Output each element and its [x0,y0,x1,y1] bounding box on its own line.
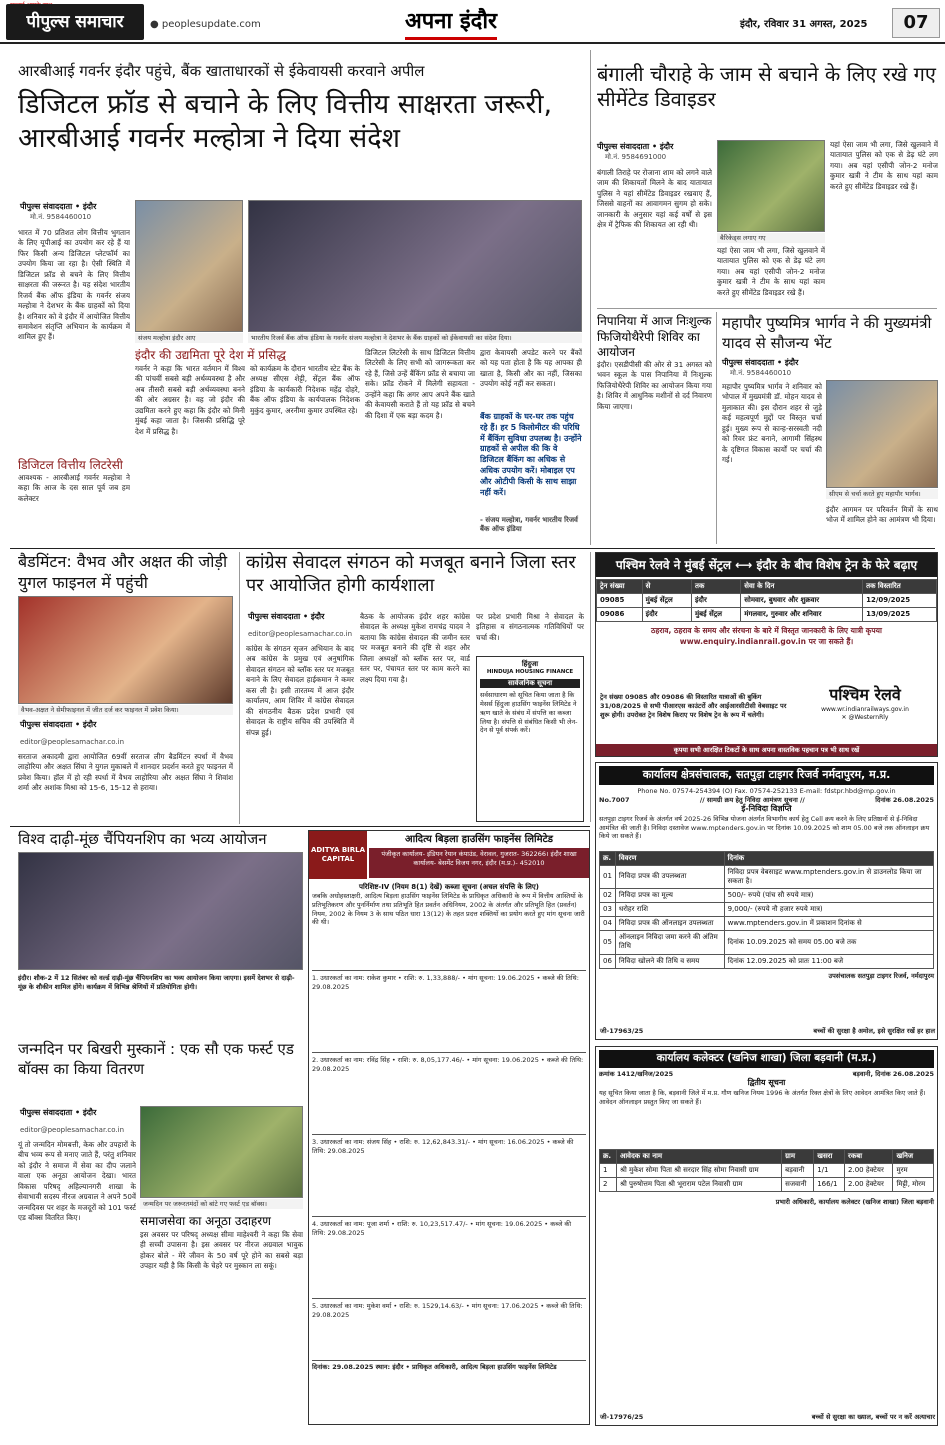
mayor-photo-caption: सीएम से चर्चा करते हुए महापौर भार्गव। [826,489,938,499]
cell: 166/1 [814,1177,845,1191]
cell: 03 [600,903,616,917]
globe-icon: ● [150,19,162,30]
moustache-headline: विश्व दाढ़ी-मूंछ चैंपियनशिप का भव्य आयोजन [18,830,267,848]
tiger-ref: जी-17963/25 [600,1027,644,1036]
birthday-caption: जन्मदिन पर जरूरतमंदों को बांटे गए फर्स्ट एड बॉक्स। [140,1199,303,1209]
hinduja-title: सार्वजनिक सूचना [480,679,580,688]
train-footer: कृपया सभी आरक्षित टिकटों के साथ अपना वास्तविक पहचान पत्र भी साथ रखें [596,744,937,756]
mining-sign: प्रभारी अधिकारी, कार्यालय कलेक्टर (खनिज शाखा) जिला बड़वानी [775,1198,934,1207]
lead-headline: डिजिटल फ्रॉड से बचाने के लिए वित्तीय साक्षरता जरूरी, आरबीआई गवर्नर मल्होत्रा ने दिया संदेश [18,89,553,154]
cell: मुंबई सेंट्रल [691,608,740,622]
tiger-contact: Phone No. 07574-254394 (O) Fax. 07574-252133 E-mail: fdstpr.hbd@mp.gov.in [637,786,896,795]
cell: 1 [600,1163,617,1177]
mining-date: बड़वानी, दिनांक 26.08.2025 [852,1069,934,1078]
lead-quote: बैंक ग्राहकों के घर-घर तक पहुंच रहे हैं। हर 5 किलोमीटर की परिधि में बैंकिंग सुविधा उपलब्ध है। उन्होंने ग्राहकों से अपील की कि वे डिजिटल बैंकिंग का अधिक से अधिक उपयोग करें। मोबाइल एप और ओटीपी किसी के साथ साझा नहीं करें। [480,412,582,497]
th-days: सेवा के दिन [741,580,863,594]
column-divider [590,552,591,822]
tiger-title: कार्यालय क्षेत्रसंचालक, सतपुड़ा टाइगर रिजर्व नर्मदापुरम, म.प्र. [599,766,934,785]
table-row [597,608,937,622]
lead-body-6: द्वारा केवायसी अपडेट करने पर बैंकों को यह पता होता है कि यह आपका ही खाता है, किसी और का नहीं, जिसका उपयोग कोई नहीं कर सकता। [480,348,582,389]
th: खनिज [893,1149,934,1163]
tiger-intro: // सामग्री क्रय हेतु निविदा आमंत्रण सूचना // [699,795,805,804]
aditya-item-5: 5. उधारकर्ता का नाम: मुकेश वर्मा • राशि: रु. 1529,14.63/- • मांग सूचना: 17.06.2025 • कब्जे की तिथि: 29.08.2025 [312,1298,586,1360]
cell: 13/09/2025 [863,608,937,622]
cell: 01 [600,865,616,888]
cell: 02 [600,889,616,903]
tiger-body: सतपुड़ा टाइगर रिजर्व के अंतर्गत वर्ष 2025-26 विभिन्न योजना अंतर्गत विभागीय कार्य हेतु Cell क्रय करने के लिए प्रतिष्ठानों से ई-निविदा आमंत्रित की जाती है। निविदा दस्तावेज www.mptenders.gov.in पर दिनांक 10.09.2025 को शाम 05.00 बजे तक ऑनलाइन क्रय किये जा सकते हैं। [599,814,930,841]
aditya-item-3: 3. उधारकर्ता का नाम: संजय सिंह • राशि: रु. 12,62,843.31/- • मांग सूचना: 16.06.2025 • कब्जे की तिथि: 29.08.2025 [312,1134,586,1216]
moustache-photo [18,852,303,970]
th-from: से [642,580,691,594]
badminton-caption: वैभव-अक्षत ने सेमीफाइनल में जीत दर्ज कर फाइनल में प्रवेश किया। [18,705,233,715]
train-table [596,579,937,622]
birthday-sub: समाजसेवा का अनूठा उदाहरण [140,1214,271,1228]
tiger-heading: ई-निविदा विज्ञप्ति [741,804,792,814]
rule [597,308,937,309]
cell: 2 [600,1177,617,1191]
lead-body-4: को कार्यक्रम के दौरान भारतीय स्टेट बैंक के अध्यक्ष सीएस शेट्टी, सेंट्रल बैंक ऑफ इंडिया के कार्यकारी निदेशक महेंद्र दोहरे, बैंक ऑफ इंडिया के कार्यपालक निदेशक मुकुंद कुमार, अरनीमा कुमार उपस्थित रहे। [250,364,360,415]
divider-body-2: यहां ऐसा जाम भी लगा, जिसे खुलवाने में यातायात पुलिस को एक से डेढ़ घंटे लग गया। अब यहां एसीपी जोन-2 मनोज कुमार खत्री ने टीम के साथ यहां काम करते हुए सीमेंटेड डिवाइडर रखे हैं। [830,140,938,191]
tiger-tender [595,762,938,1040]
mining-ref: जी-17976/25 [600,1413,644,1422]
table-row [600,1163,934,1177]
section-rule [10,826,590,827]
wr-web[interactable]: www.wr.indianrailways.gov.in [821,705,909,713]
th-train: ट्रेन संख्या [597,580,643,594]
mayor-photo [826,380,938,488]
tiger-slogan: बच्चों की सुरक्षा है अमोल, इसे सुरक्षित रखें हर हाल [813,1027,935,1036]
badminton-email: editor@peoplesamachar.co.in [20,738,125,746]
cell: 12/09/2025 [863,594,937,608]
cell: मिट्टी, मोरम [893,1177,934,1191]
governor-photo-caption: संजय मल्होत्रा इंदौर आए [135,333,243,343]
mining-heading: द्वितीय सूचना [747,1078,786,1088]
aditya-item-1: 1. उधारकर्ता का नाम: राकेश कुमार • राशि: रु. 1,33,888/- • मांग सूचना: 19.06.2025 • कब्जे की तिथि: 29.08.2025 [312,970,586,1052]
section-rule [10,548,935,549]
th: आवेदक का नाम [617,1149,782,1163]
lead-body-5: डिजिटल लिटरेसी के साथ डिजिटल वित्तीय लिटरेसी के लिए सभी को जागरूकता कर रहे हैं, जिसे उन्हें बैंकिंग फ्रॉड से बचाया जा सके। फ्रॉड रोकने में मिलेगी सहायता - उन्होंने कहा कि अगर आप अपने बैंक खाते की केवायसी कराते हैं तो यह फ्रॉड से बचने की दिशा में एक बड़ा कदम है। [365,348,475,420]
cell: 2.00 हेक्टेयर [845,1177,893,1191]
event-photo-caption: भारतीय रिजर्व बैंक ऑफ इंडिया के गवर्नर संजय मल्होत्रा ने देशभर के बैंक ग्राहकों को ईकेवायसी का संदेश दिया। [248,333,582,343]
cell: निविदा प्रपत्र की ऑनलाइन उपलब्धता [615,917,724,931]
mining-title: कार्यालय कलेक्टर (खनिज शाखा) जिला बड़वानी (म.प्र.) [599,1050,934,1068]
site-url[interactable] [150,18,261,31]
th: क्र. [600,1149,617,1163]
wr-social[interactable] [796,714,934,722]
tiger-date: दिनांक 26.08.2025 [875,795,934,804]
page-number: 07 [892,8,940,38]
th: खसरा [814,1149,845,1163]
badminton-photo [18,596,233,704]
table-row [600,954,934,968]
cell: इंदौर [691,594,740,608]
lead-body-2: आवश्यक - आरबीआई गवर्नर मल्होत्रा ने कहा कि आज के दस साल पूर्व जब हम कलेक्टर [18,473,130,503]
column-divider [590,50,591,545]
wr-social-handle: @WesternRly [848,713,889,721]
congress-headline: कांग्रेस सेवादल संगठन को मजबूत बनाने जिला स्तर पर आयोजित होगी कार्यशाला [246,552,576,596]
cell: 500/- रुपये (पांच सौ रुपये मात्र) [724,889,933,903]
divider-body-2a: यहां ऐसा जाम भी लगा, जिसे खुलवाने में यातायात पुलिस को एक से डेढ़ घंटे लग गया। अब यहां एसीपी जोन-2 मनोज कुमार खत्री ने टीम के साथ यहां काम करते हुए सीमेंटेड डिवाइडर रखे हैं। [717,246,825,297]
cell: 04 [600,917,616,931]
table-row [600,903,934,917]
cell: 9,000/- (रुपये नौ हजार रुपये मात्र) [724,903,933,917]
th: विवरण [615,851,724,865]
th: दिनांक [724,851,933,865]
cell: दिनांक 10.09.2025 को समय 05.00 बजे तक [724,931,933,954]
western-railway-brand [796,685,934,721]
mayor-body-2: इंदौर आगमन पर परिवर्तन मित्रों के साथ भोज में शामिल होने का आमंत्रण भी दिया। [826,505,938,525]
table-row [600,931,934,954]
cell: 2.00 हेक्टेयर [845,1163,893,1177]
mining-no: क्रमांक 1412/खनिज/2025 [599,1069,674,1078]
hinduja-logo: हिंदुजा [521,660,539,668]
table-row [600,917,934,931]
badminton-headline: बैडमिंटन: वैभव और अक्षत की जोड़ी युगल फाइनल में पहुंची [18,552,228,592]
lead-kicker: आरबीआई गवर्नर इंदौर पहुंचे, बैंक खाताधारकों से ईकेवायसी करवाने अपील [18,62,425,80]
tiger-footer [600,1027,935,1036]
mayor-body: महापौर पुष्यमित्र भार्गव ने शनिवार को भोपाल में मुख्यमंत्री डॉ. मोहन यादव से मुलाकात की। इस दौरान शहर से जुड़े कई महत्वपूर्ण मुद्दों पर विस्तृत चर्चा हुई। मुख्य रूप से कान्ह-सरस्वती नदी को रिवर फ्रंट बनाने, आगामी सिंहस्थ के दृष्टिगत विकास कार्यों पर चर्चा की गई। [722,382,822,465]
aditya-title: आदित्य बिड़ला हाउसिंग फाइनेंस लिमिटेड [405,834,553,845]
birthday-photo [140,1106,303,1198]
governor-photo [135,200,243,332]
divider-mob: मो.नं. 9584691000 [605,153,667,161]
hinduja-body: सर्वसाधारण को सूचित किया जाता है कि मेसर्स हिंदुजा हाउसिंग फाइनेंस लिमिटेड ने ऋण खाते के संबंध में संपत्ति का कब्जा लिया है। संपत्ति से संबंधित किसी भी लेन-देन से पूर्व संपर्क करें। [480,691,578,735]
mayor-mob: मो.नं. 9584460010 [730,369,792,377]
tiger-table [599,851,934,969]
train-booking: ट्रेन संख्या 09085 और 09086 की विस्तारित यात्राओं की बुकिंग 31/08/2025 से सभी पीआरएस काउंटरों और आईआरसीटीसी वेबसाइट पर शुरू होगी। उपरोक्त ट्रेन विशेष किराए पर विशेष ट्रेन के रूप में चलेगी। [600,693,787,719]
aditya-item-4: 4. उधारकर्ता का नाम: पूजा शर्मा • राशि: रु. 10,23,517.47/- • मांग सूचना: 19.06.2025 • कब्जे की तिथि: 29.08.2025 [312,1216,586,1298]
birthday-headline: जन्मदिन पर बिखरी मुस्कानें : एक सौ एक फर्स्ट एड बॉक्स का किया वितरण [18,1040,294,1078]
cell: 06 [600,954,616,968]
train-title: पश्चिम रेलवे ने मुंबई सेंट्रल ⟷ इंदौर के बीच विशेष ट्रेन के फेरे बढ़ाए [596,553,937,577]
hinduja-ad [476,656,584,822]
table-row [600,889,934,903]
badminton-body: सरताज अकादमी द्वारा आयोजित 69वीं सरताज लीग बैडमिंटन स्पर्धा में वैभव लाहोरिया और अक्षत सिंघा ने युगल मुकाबले में शानदार प्रदर्शन करते हुए फाइनल में प्रवेश किया। हॉल में हो रही स्पर्धा में वैभव लाहोरिया और अक्षत सिंघा ने शिवांश शर्मा और अशांक मिश्रा को 15-6, 15-12 से हराया। [18,752,233,793]
train-ad [595,552,938,757]
twitter-icon: ✕ [841,713,849,721]
cell: सजवानी [782,1177,814,1191]
column-divider [239,552,240,824]
cell: ऑनलाइन निविदा जमा करने की अंतिम तिथि [615,931,724,954]
divider-body: बंगाली तिराहे पर रोजाना शाम को लगने वाले जाम की शिकायतों मिलने के बाद यातायात पुलिस ने यहां सीमेंटेड डिवाइडर रखवाए हैं, जिससे वाहनों का आवागमन सुगम हो सके। जानकारी के अनुसार यहां कई वर्षों से इस क्षेत्र में ट्रैफिक की शिकायत आ रही थी। [597,168,712,230]
cell: मंगलवार, गुरुवार और शनिवार [741,608,863,622]
cell: मुरम [893,1163,934,1177]
mining-footer [600,1413,935,1422]
mining-table [599,1149,934,1192]
tiger-no: No.7007 [599,795,630,804]
event-photo [248,200,582,332]
badminton-byline: पीपुल्स संवाददाता • इंदौर [20,720,97,729]
cell: 09086 [597,608,643,622]
cell: निविदा प्रपत्र का मूल्य [615,889,724,903]
divider-headline: बंगाली चौराहे के जाम से बचाने के लिए रखे गए सीमेंटेड डिवाइडर [597,62,936,111]
aditya-item-2: 2. उधारकर्ता का नाम: रविंद्र सिंह • राशि: रु. 8,05,177.46/- • मांग सूचना: 19.06.2025 • कब्जे की तिथि: 29.08.2025 [312,1052,586,1134]
mining-tender [595,1046,938,1426]
divider-byline: पीपुल्स संवाददाता • इंदौर [597,142,674,151]
aditya-address: पंजीकृत कार्यालय- इंडियन रेयान कंपाउंड, वेरावल, गुजरात- 362266। इंदौर शाखा कार्यालय- बेसमेंट विजय नगर, इंदौर (म.प्र.)- 452010 [369,848,589,878]
congress-body-2: बैठक के आयोजक इंदौर शहर कांग्रेस सेवादल के अध्यक्ष मुकेश रामचंद्र यादव ने बताया कि कांग्रेस सेवादल की जमीन स्तर पर मजबूत बनाने की दृष्टि से शहर और जिला अध्यक्षों को ब्लॉक स्तर पर, वार्ड स्तर पर, पंचायत स्तर पर काम करने का लक्ष्य दिया गया है। [360,612,470,684]
train-info: ठहराव, ठहराव के समय और संरचना के बारे में विस्तृत जानकारी के लिए यात्री कृपया www.enquiry.indianrail.gov.in पर जा सकते हैं। [651,626,882,646]
aditya-birla-notice [308,830,590,1425]
lead-mob: मो.नं. 9584460010 [30,213,92,221]
cell: 1/1 [814,1163,845,1177]
table-row [600,865,934,888]
cell: सोमवार, बुधवार और शुक्रवार [741,594,863,608]
physio-body: इंदौर। एसडीपीसी की ओर से 31 अगस्त को भवन स्कूल के पास निपानिया में निःशुल्क फिजियोथैरेपी शिविर का आयोजन किया गया है। शिविर में आधुनिक मशीनों से दर्द निवारण किया जाएगा। [597,360,712,411]
cell: निविदा प्रपत्र की उपलब्धता [615,865,724,888]
wr-name: पश्चिम रेलवे [829,685,901,704]
newspaper-logo: पीपुल्स समाचार [6,4,144,40]
th: क्र. [600,851,616,865]
cell: इंदौर [642,608,691,622]
cell: निविदा प्रपत्र वेबसाइट www.mptenders.gov.in से डाउनलोड किया जा सकता है। [724,865,933,888]
cell: दिनांक 12.09.2025 को प्रातः 11:00 बजे [724,954,933,968]
moustache-caption: इंदौर। शौक-2 में 12 सितंबर को वर्ल्ड दाढ़ी-मूंछ चैंपियनशिप का भव्य आयोजन किया जाएगा। इसमें देशभर से दाढ़ी-मूंछ के शौकीन शामिल होंगे। कार्यक्रम में विभिन्न श्रेणियों में प्रतियोगिता होगी। [18,974,295,991]
birthday-email: editor@peoplesamachar.co.in [20,1126,125,1134]
lead-body-3: गवर्नर ने कहा कि भारत वर्तमान में विश्व की पांचवीं सबसे बड़ी अर्थव्यवस्था है और अब तीसरी सबसे बड़ी अर्थव्यवस्था बनने की ओर अग्रसर है। वह जो इंदौर की उद्यमिता करने हुए कहा कि इंदौर को मिनी मुंबई कहा जाता है। जिसकी प्रसिद्धि पूरे देश में प्रसिद्ध है। [135,364,245,436]
th-to: तक [691,580,740,594]
aditya-logo: ADITYA BIRLA CAPITAL [309,831,367,879]
dateline: इंदौर, रविवार 31 अगस्त, 2025 [740,19,868,30]
aditya-footer: दिनांक: 29.08.2025 स्थान: इंदौर • प्राधिकृत अधिकारी, आदित्य बिड़ला हाउसिंग फाइनेंस लिमिटेड [312,1360,586,1372]
mayor-byline: पीपुल्स संवाददाता • इंदौर [722,358,799,367]
mining-body: यह सूचित किया जाता है कि, बड़वानी जिले में म.प्र. गौण खनिज नियम 1996 के अंतर्गत रिक्त क्षेत्रों के लिए आवेदन आमंत्रित किए जाते हैं। आवेदन ऑनलाइन प्रस्तुत किए जा सकते हैं। [599,1088,926,1106]
cell: धरोहर राशि [615,903,724,917]
birthday-body: यूं तो जन्मदिन मोमबत्ती, केक और उपहारों के बीच भव्य रूप से मनाए जाते हैं, परंतु शनिवार को इंदौर ने समाज में सेवा का दीप जलाने वाला एक अनूठा आयोजन देखा। भारत विकास परिषद् अहिल्यानगरी शाखा के सेवाभावी सदस्य नीरज अग्रवाल ने अपने 50वें जन्मदिवस पर शहर के मजदूरों को 101 फर्स्ट एड बॉक्स वितरित किए। [18,1140,136,1223]
lead-sub-2: इंदौर की उद्यमिता पूरे देश में प्रसिद्ध [135,348,286,362]
mining-slogan: बच्चों से सुरक्षा का ख्याल, बच्चों पर न करें अत्याचार [811,1413,935,1422]
section-title: अपना इंदौर [405,8,497,40]
cell: www.mptenders.gov.in में प्रकाशन दिनांक से [724,917,933,931]
congress-body: कांग्रेस के संगठन सृजन अभियान के बाद अब कांग्रेस के प्रमुख एवं अनुषांगिक सेवादल संगठन को ब्लॉक स्तर पर मजबूत बनाने के लिए सेवादल हाईकमान ने कमर कस ली है। इसी तारतम्य में आज इंदौर कार्यालय, आम शिविर में कांग्रेस सेवादल की संगठनीय बैठक प्रदेश प्रभारी एवं सेवादल के राष्ट्रीय सचिव की उपस्थिति में संपन्न हुई। [246,644,354,737]
cell: निविदा खोलने की तिथि व समय [615,954,724,968]
cell: बड़वानी [782,1163,814,1177]
lead-quote-by: - संजय मल्होत्रा, गवर्नर भारतीय रिजर्व बैंक ऑफ इंडिया [480,516,578,534]
physio-headline: निपानिया में आज निःशुल्क फिजियोथैरेपी शिविर का आयोजन [597,314,712,360]
th: ग्राम [782,1149,814,1163]
cell: श्री पुरुषोत्तम पिता श्री भूराराम पटेल निवासी ग्राम [617,1177,782,1191]
table-row [597,594,937,608]
congress-email: editor@peoplesamachar.co.in [248,630,353,638]
birthday-byline: पीपुल्स संवाददाता • इंदौर [20,1108,97,1117]
divider-photo [717,140,825,232]
lead-body-1: भारत में 70 प्रतिशत लोग वित्तीय भुगतान के लिए यूपीआई का उपयोग कर रहे हैं या फिर किसी अन्य डिजिटल प्लेटफॉर्म का उपयोग किया जा रहा है। ऐसी स्थिति में डिजिटल फ्रॉड से बचने के लिए वित्तीय साक्षरता की जरूरत है। यह संदेश भारतीय रिजर्व बैंक ऑफ इंडिया के गवर्नर संजय मल्होत्रा ने देशभर के बैंक ग्राहकों को दिया है। शनिवार को वे इंदौर में आयोजित वित्तीय समावेशन संतृप्ति अभियान के कार्यक्रम में शामिल हुए हैं। [18,228,130,342]
aditya-notice: परिशिष्ट-IV (नियम 8(1) देखें) कब्जा सूचना (अचल संपत्ति के लिए) [359,883,539,891]
congress-body-3: पर प्रदेश प्रभारी मिश्रा ने सेवादल के इतिहास व संगठनात्मक गतिविधियों पर चर्चा की। [476,612,584,642]
hinduja-sub: HINDUJA HOUSING FINANCE [486,669,574,676]
cell: श्री मुकेश सोमा पिता श्री सरदार सिंह सोमा निवासी ग्राम [617,1163,782,1177]
cell: मुंबई सेंट्रल [642,594,691,608]
congress-byline: पीपुल्स संवाददाता • इंदौर [248,612,325,621]
site-url-text: peoplesupdate.com [161,19,261,30]
mayor-headline: महापौर पुष्यमित्र भार्गव ने की मुख्यमंत्री यादव से सौजन्य भेंट [722,314,932,352]
lead-sub-1: डिजिटल वित्तीय लिटरेसी [18,458,123,472]
th-extended: तक विस्तारित [863,580,937,594]
cell: 09085 [597,594,643,608]
divider-photo-caption: बैरिकेड्स लगाए गए [717,233,825,243]
tiger-sign: उपसंचालक सतपुड़ा टाइगर रिजर्व, नर्मदापुरम [828,971,934,980]
table-row [600,1177,934,1191]
cell: 05 [600,931,616,954]
aditya-body: जबकि अधोहस्ताक्षरी, आदित्य बिड़ला हाउसिंग फाइनेंस लिमिटेड के प्राधिकृत अधिकारी के रूप में वित्तीय आस्तियों के प्रतिभूतिकरण और पुनर्निर्माण तथा प्रतिभूति हित प्रवर्तन अधिनियम, 2002 के अंतर्गत और प्रतिभूति हित (प्रवर्तन) नियम, 2002 के नियम 3 के साथ पठित धारा 13(12) के तहत प्रदत्त शक्तियों का प्रयोग करते हुए मांग सूचना जारी की थी। [312,892,585,927]
lead-byline: पीपुल्स संवाददाता • इंदौर [20,202,97,211]
th: रकबा [845,1149,893,1163]
column-divider [716,312,717,544]
birthday-body-2: इस अवसर पर परिषद् अध्यक्ष सीमा माहेश्वरी ने कहा कि सेवा ही सच्ची उपासना है। इस अवसर पर नीरज अग्रवाल भावुक होकर बोले - मेरे जीवन के 50 वर्ष पूरे होने का सबसे बड़ा उपहार यही है कि किसी के चेहरे पर मुस्कान ला सकूं। [140,1230,303,1271]
